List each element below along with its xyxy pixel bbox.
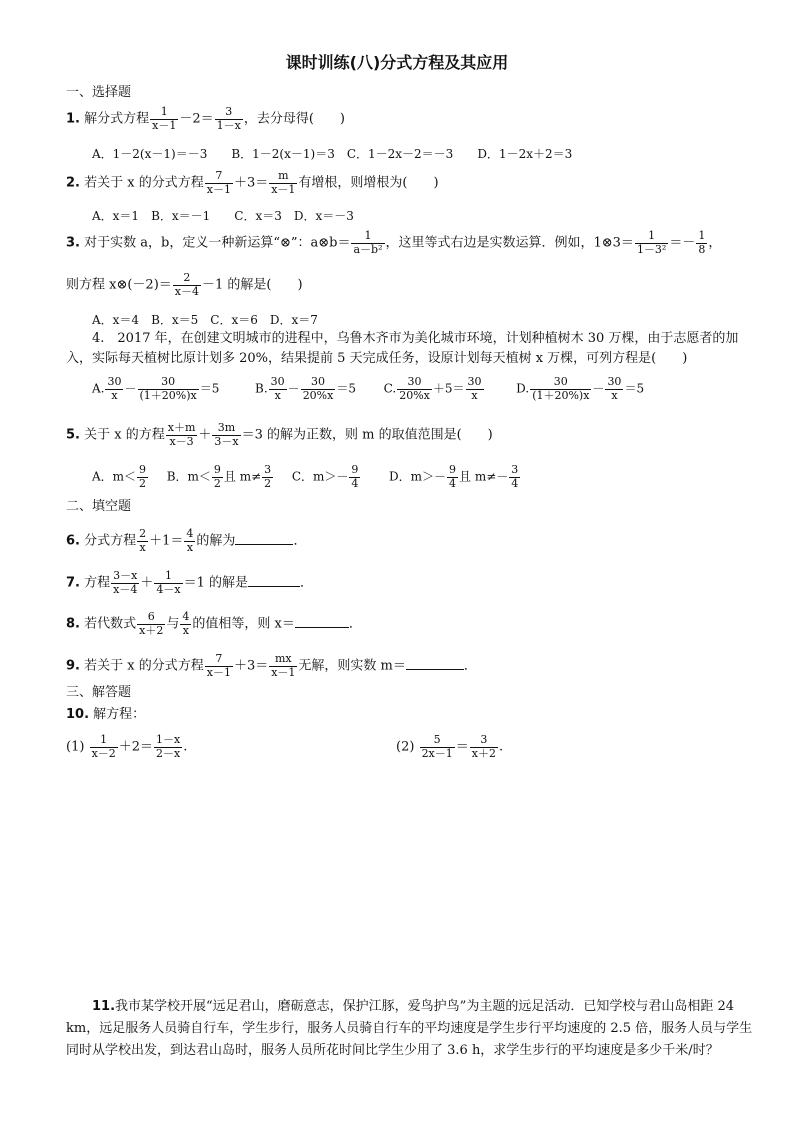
- question-4: 4. 2017 年，在创建文明城市的进程中，乌鲁木齐市为美化城市环境，计划种植树木 30 万棵，由于志愿者的加入，实际每天植树比原计划多 20%，结果提前 5 天完成任务，设原计划每天植树 x 万棵，可列方程是( ): [66, 331, 739, 366]
- question-10-part-1: (1) $\frac{1}{x-2}$ ＋2＝ $\frac{1-x}{2-x}$ .: [66, 733, 188, 760]
- question-4-options: A. $\frac{30}{x}$ － $\frac{30}{(1+20\%)x}$ ＝5 B. $\frac{30}{x}$ － $\frac{30}{20\%x}$ ＝5 C. $\frac{30}{20\%x}$ ＋5＝ $\frac{30}{x}$ D. $\frac{30}{(1+20\%)x}$ － $\frac{30}{x}$ ＝5: [92, 375, 645, 402]
- question-number: 9.: [66, 658, 80, 674]
- fraction: $\frac{1}{x-1}$: [152, 105, 177, 132]
- question-text: 解分式方程: [84, 111, 150, 127]
- section-choice: 一、选择题: [66, 85, 132, 100]
- question-3: 3. 对于实数 a，b，定义一种新运算“⊗”：a⊗b＝ $\frac{1}{\text{a－b²}}$ ，这里等式右边是实数运算．例如，1⊗3＝ $\frac{1}{\text{1－3²}}$ ＝－ $\frac{1}{8}$ ，: [66, 229, 722, 256]
- fraction: $\frac{m}{x-1}$: [271, 169, 296, 196]
- question-number: 2.: [66, 175, 80, 191]
- question-7: 7. 方程 $\frac{3-x}{x-4}$ ＋ $\frac{1}{4-x}$ ＝1 的解是 ．: [66, 569, 313, 596]
- question-number: 7.: [66, 575, 80, 591]
- question-1: 1. 解分式方程 $\frac{1}{x-1}$ －2＝ $\frac{3}{1-x}$ ，去分母得( ): [66, 105, 345, 132]
- answer-blank[interactable]: [248, 585, 300, 587]
- page-title: 课时训练(八)分式方程及其应用: [285, 53, 509, 72]
- question-3-line2: 则方程 x⊗(－2)＝ $\frac{2}{x-4}$ －1 的解是( ): [66, 271, 303, 298]
- question-11: [66, 996, 756, 1062]
- question-number: 3.: [66, 235, 80, 251]
- question-10-part-2: (2) $\frac{5}{2x-1}$ ＝ $\frac{3}{x+2}$ .: [396, 733, 504, 760]
- question-3-options: A．x＝4 B．x＝5 C．x＝6 D．x＝7: [92, 313, 318, 327]
- question-number: 1.: [66, 111, 80, 127]
- question-number: 5.: [66, 427, 80, 443]
- question-number: 11.: [92, 999, 116, 1014]
- question-1-options: A．1－2(x－1)＝－3 B．1－2(x－1)＝3 C．1－2x－2＝－3 D．1－2x＋2＝3: [92, 147, 573, 161]
- question-number: 6.: [66, 533, 80, 549]
- fraction: $\frac{3}{1-x}$: [216, 105, 241, 132]
- answer-blank[interactable]: [295, 626, 349, 628]
- question-5-options: A．m＜ $\frac{9}{2}$ B．m＜ $\frac{9}{2}$ 且 m≠ $\frac{3}{2}$ C．m＞－ $\frac{9}{4}$ D．m＞－ $\frac{9}{4}$ 且 m≠－ $\frac{3}{4}$: [92, 463, 519, 490]
- question-number: 8.: [66, 616, 80, 632]
- question-5: 5. 关于 x 的方程 $\frac{x+m}{x-3}$ ＋ $\frac{3m}{3-x}$ ＝3 的解为正数，则 m 的取值范围是( ): [66, 421, 493, 448]
- question-number: 10.: [66, 707, 90, 722]
- question-text: 我市某学校开展“远足君山，磨砺意志，保护江豚，爱鸟护鸟”为主题的远足活动．已知学校与君山岛相距 24 km，远足服务人员骑自行车，学生步行，服务人员骑自行车的平均速度是学生步行平均速度的 2.5 倍，服务人员与学生同时从学校出发，到达君山岛时，服务人员所花时间比学生少用了 3.6 h，求学生步行的平均速度是多少千米/时？: [66, 999, 753, 1058]
- answer-blank[interactable]: [235, 543, 293, 545]
- fraction: $\frac{2}{x-4}$: [174, 271, 199, 298]
- question-2-options: A．x＝1 B．x＝－1 C．x＝3 D．x＝－3: [92, 209, 354, 223]
- question-10: 10. 解方程：: [66, 707, 146, 722]
- question-2: 2. 若关于 x 的分式方程 $\frac{7}{x-1}$ ＋3＝ $\frac{m}{x-1}$ 有增根，则增根为( ): [66, 169, 439, 196]
- fraction: $\frac{1}{\text{1－3²}}$: [636, 229, 667, 256]
- question-8: 8. 若代数式 $\frac{6}{x+2}$ 与 $\frac{4}{x}$ 的值相等，则 x＝ ．: [66, 610, 362, 637]
- fraction: $\frac{7}{x-1}$: [206, 169, 231, 196]
- fraction: $\frac{1}{\text{a－b²}}$: [353, 229, 383, 256]
- question-9: 9. 若关于 x 的分式方程 $\frac{7}{x-1}$ ＋3＝ $\frac{mx}{x-1}$ 无解，则实数 m＝ ．: [66, 652, 477, 679]
- section-fill: 二、填空题: [66, 499, 132, 514]
- section-solve: 三、解答题: [66, 685, 132, 700]
- answer-blank[interactable]: [406, 668, 464, 670]
- fraction: $\frac{1}{8}$: [698, 229, 706, 256]
- question-6: 6. 分式方程 $\frac{2}{x}$ ＋1＝ $\frac{4}{x}$ 的解为 ．: [66, 527, 307, 554]
